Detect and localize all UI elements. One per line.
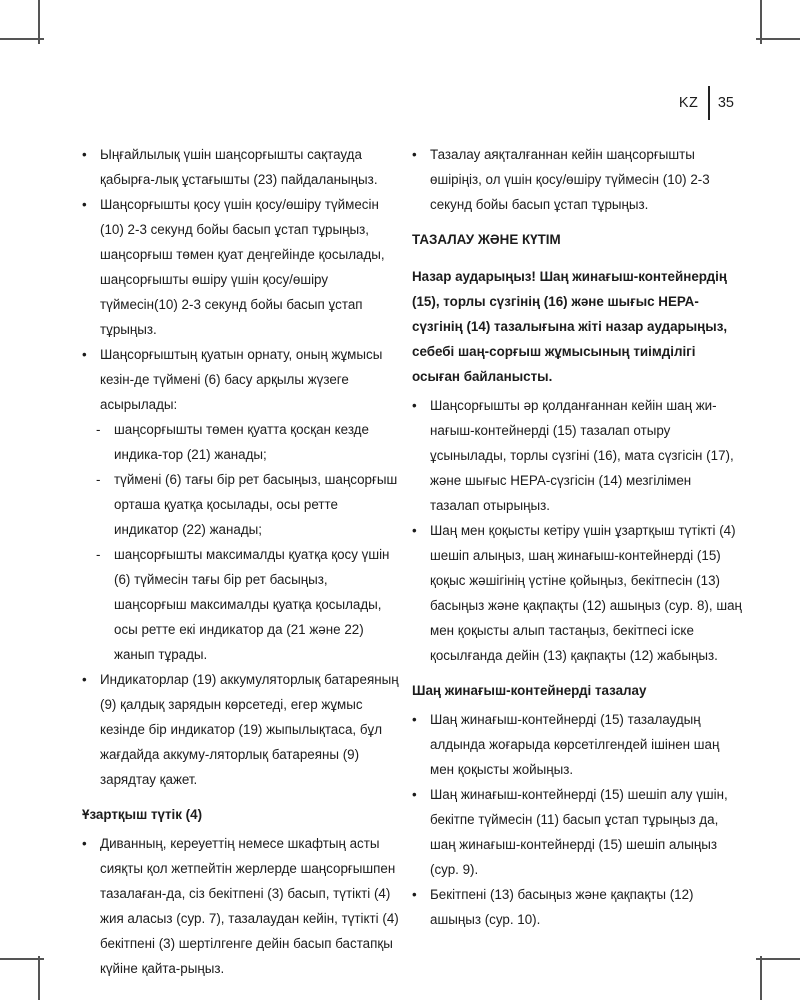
dash-item: - шаңсорғышты төмен қуатта қосқан кезде индика-тор (21) жанады; (96, 422, 369, 462)
list-item-text: Диванның, кереуеттің немесе шкафтың асты сияқты қол жетпейтін жерлерде шаңсорғышпен тазалаған-да, сіз бекітпені (3) басып, түтікті (4) жия аласыз (сур. 7), тазалаудан кейін, түтікті (4) бекітпені (3) шертілгенге дейін басып бастапқы күйіне қайта-рыңыз. (100, 836, 399, 976)
bullet-list (412, 707, 744, 932)
list-item: • Шаңсорғыштың қуатын орнату, оның жұмысы кезін-де түймені (6) басу арқылы жүзеге асырылады: (82, 347, 383, 412)
dash-item: - шаңсорғышты максималды қуатқа қосу үшін (6) түймесін тағы бір рет басыңыз, шаңсорғыш максималды қуатқа қосылады, осы ретте екі индикатор да (21 және 22) жанып тұрады. (96, 547, 390, 662)
bullet-list (412, 393, 744, 668)
list-item-text: Шаңсорғышты қосу үшін қосу/өшіру түймесін (10) 2-3 секунд бойы басып ұстап тұрыңыз, шаңсорғыш төмен қуат деңгейінде қосылады, шаңсорғышты өшіру үшін қосу/өшіру түймесін(10) 2-3 секунд бойы басып ұстап тұрыңыз. (100, 197, 385, 337)
dash-item-text: түймені (6) тағы бір рет басыңыз, шаңсорғыш орташа қуатқа қосылады, осы ретте индикатор (22) жанады; (114, 472, 398, 537)
list-item: • Шаң жинағыш-контейнерді (15) тазалаудың алдында жоғарыда көрсетілгендей ішінен шаң мен қоқысты жойыңыз. (412, 712, 720, 777)
page-header (679, 86, 734, 120)
list-item-text: Тазалау аяқталғаннан кейін шаңсорғышты өшіріңіз, ол үшін қосу/өшіру түймесін (10) 2-3 секунд бойы басып ұстап тұрыңыз. (430, 147, 710, 212)
crop-mark (0, 38, 44, 40)
dash-item-text: шаңсорғышты максималды қуатқа қосу үшін (6) түймесін тағы бір рет басыңыз, шаңсорғыш максималды қуатқа қосылады, осы ретте екі индикатор да (21 және 22) жанып тұрады. (114, 547, 390, 662)
section-heading: ТАЗАЛАУ ЖӘНЕ КҮТІМ (412, 232, 561, 247)
list-item-text: Бекітпені (13) басыңыз және қақпақты (12) ашыңыз (сур. 10). (430, 887, 694, 927)
dash-item-text: шаңсорғышты төмен қуатта қосқан кезде индика-тор (21) жанады; (114, 422, 369, 462)
list-item: • Шаңсорғышты қосу үшін қосу/өшіру түймесін (10) 2-3 секунд бойы басып ұстап тұрыңыз, шаңсорғыш төмен қуат деңгейінде қосылады, шаңсорғышты өшіру үшін қосу/өшіру түймесін(10) 2-3 секунд бойы басып ұстап тұрыңыз. (82, 197, 385, 337)
list-item-text: Шаңсорғышты әр қолданғаннан кейін шаң жи-нағыш-контейнерді (15) тазалап отыру ұсынылады, торлы сүзгіні (16), мата сүзгісін (17), және шығыс НЕРА-сүзгісін (14) мезгілімен тазалап отырыңыз. (430, 398, 734, 513)
warning-text: Назар аударыңыз! Шаң жинағыш-контейнердің (15), торлы сүзгінің (16) және шығыс НЕРА-сүзгінің (14) тазалығына жіті назар аударыңыз, себебі шаң-сорғыш жұмысының тиімділігі осыған байланысты. (412, 269, 728, 384)
crop-mark (756, 38, 800, 40)
bullet-list (412, 142, 744, 217)
page-number: 35 (717, 95, 734, 111)
list-item: • Индикаторлар (19) аккумуляторлық батареяның (9) қалдық зарядын көрсетеді, егер жұмыс кезінде бір индикатор (19) жыпылықтаса, бұл жағдайда аккуму-ляторлық батареяны (9) зарядтау қажет. (82, 672, 399, 787)
crop-mark (38, 956, 40, 1000)
list-item-text: Шаң жинағыш-контейнерді (15) тазалаудың алдында жоғарыда көрсетілгендей ішінен шаң мен қоқысты жойыңыз. (430, 712, 720, 777)
crop-mark (0, 958, 44, 960)
section-subheading: Шаң жинағыш-контейнерді тазалау (412, 683, 647, 698)
crop-mark (756, 958, 800, 960)
bullet-list (82, 142, 400, 417)
list-item: • Шаңсорғышты әр қолданғаннан кейін шаң жи-нағыш-контейнерді (15) тазалап отыру ұсынылады, торлы сүзгіні (16), мата сүзгісін (17), және шығыс НЕРА-сүзгісін (14) мезгілімен тазалап отырыңыз. (412, 398, 734, 513)
bullet-list (82, 667, 400, 792)
dash-item: - түймені (6) тағы бір рет басыңыз, шаңсорғыш орташа қуатқа қосылады, осы ретте индикатор (22) жанады; (96, 472, 398, 537)
list-item: • Бекітпені (13) басыңыз және қақпақты (12) ашыңыз (сур. 10). (412, 887, 694, 927)
list-item: • Диванның, кереуеттің немесе шкафтың асты сияқты қол жетпейтін жерлерде шаңсорғышпен тазалаған-да, сіз бекітпені (3) басып, түтікті (4) жия аласыз (сур. 7), тазалаудан кейін, түтікті (4) бекітпені (3) шертілгенге дейін басып бастапқы күйіне қайта-рыңыз. (82, 836, 399, 976)
bullet-list (82, 831, 400, 981)
list-item-text: Шаң мен қоқысты кетіру үшін ұзартқыш түтікті (4) шешіп алыңыз, шаң жинағыш-контейнерді (15) қоқыс жәшігінің үстіне қойыңыз, бекітпесін (13) басыңыз және қақпақты (12) ашыңыз (сур. 8), шаң мен қоқысты алып тастаңыз, бекітпесі іске қосылғанда дейін (13) қақпақты (12) жабыңыз. (430, 523, 742, 663)
language-code: KZ (678, 95, 699, 111)
list-item-text: Ыңғайлылық үшін шаңсорғышты сақтауда қабырға-лық ұстағышты (23) пайдаланыңыз. (100, 147, 378, 187)
list-item: • Ыңғайлылық үшін шаңсорғышты сақтауда қабырға-лық ұстағышты (23) пайдаланыңыз. (82, 147, 378, 187)
list-item: • Шаң мен қоқысты кетіру үшін ұзартқыш түтікті (4) шешіп алыңыз, шаң жинағыш-контейнерді (15) қоқыс жәшігінің үстіне қойыңыз, бекітпесін (13) басыңыз және қақпақты (12) ашыңыз (сур. 8), шаң мен қоқысты алып тастаңыз, бекітпесі іске қосылғанда дейін (13) қақпақты (12) жабыңыз. (412, 523, 742, 663)
crop-mark (760, 956, 762, 1000)
list-item-text: Шаң жинағыш-контейнерді (15) шешіп алу үшін, бекітпе түймесін (11) басып ұстап тұрыңыз да, шаң жинағыш-контейнерді (15) шешіп алыңыз (сур. 9). (430, 787, 728, 877)
list-item-text: Шаңсорғыштың қуатын орнату, оның жұмысы кезін-де түймені (6) басу арқылы жүзеге асырылады: (100, 347, 383, 412)
dash-list (82, 417, 400, 667)
list-item: • Тазалау аяқталғаннан кейін шаңсорғышты өшіріңіз, ол үшін қосу/өшіру түймесін (10) 2-3 секунд бойы басып ұстап тұрыңыз. (412, 147, 710, 212)
list-item-text: Индикаторлар (19) аккумуляторлық батареяның (9) қалдық зарядын көрсетеді, егер жұмыс кезінде бір индикатор (19) жыпылықтаса, бұл жағдайда аккуму-ляторлық батареяны (9) зарядтау қажет. (100, 672, 399, 787)
section-subheading: Ұзартқыш түтік (4) (82, 807, 203, 822)
left-column (82, 142, 400, 981)
right-column (412, 142, 744, 932)
list-item: • Шаң жинағыш-контейнерді (15) шешіп алу үшін, бекітпе түймесін (11) басып ұстап тұрыңыз да, шаң жинағыш-контейнерді (15) шешіп алыңыз (сур. 9). (412, 787, 728, 877)
